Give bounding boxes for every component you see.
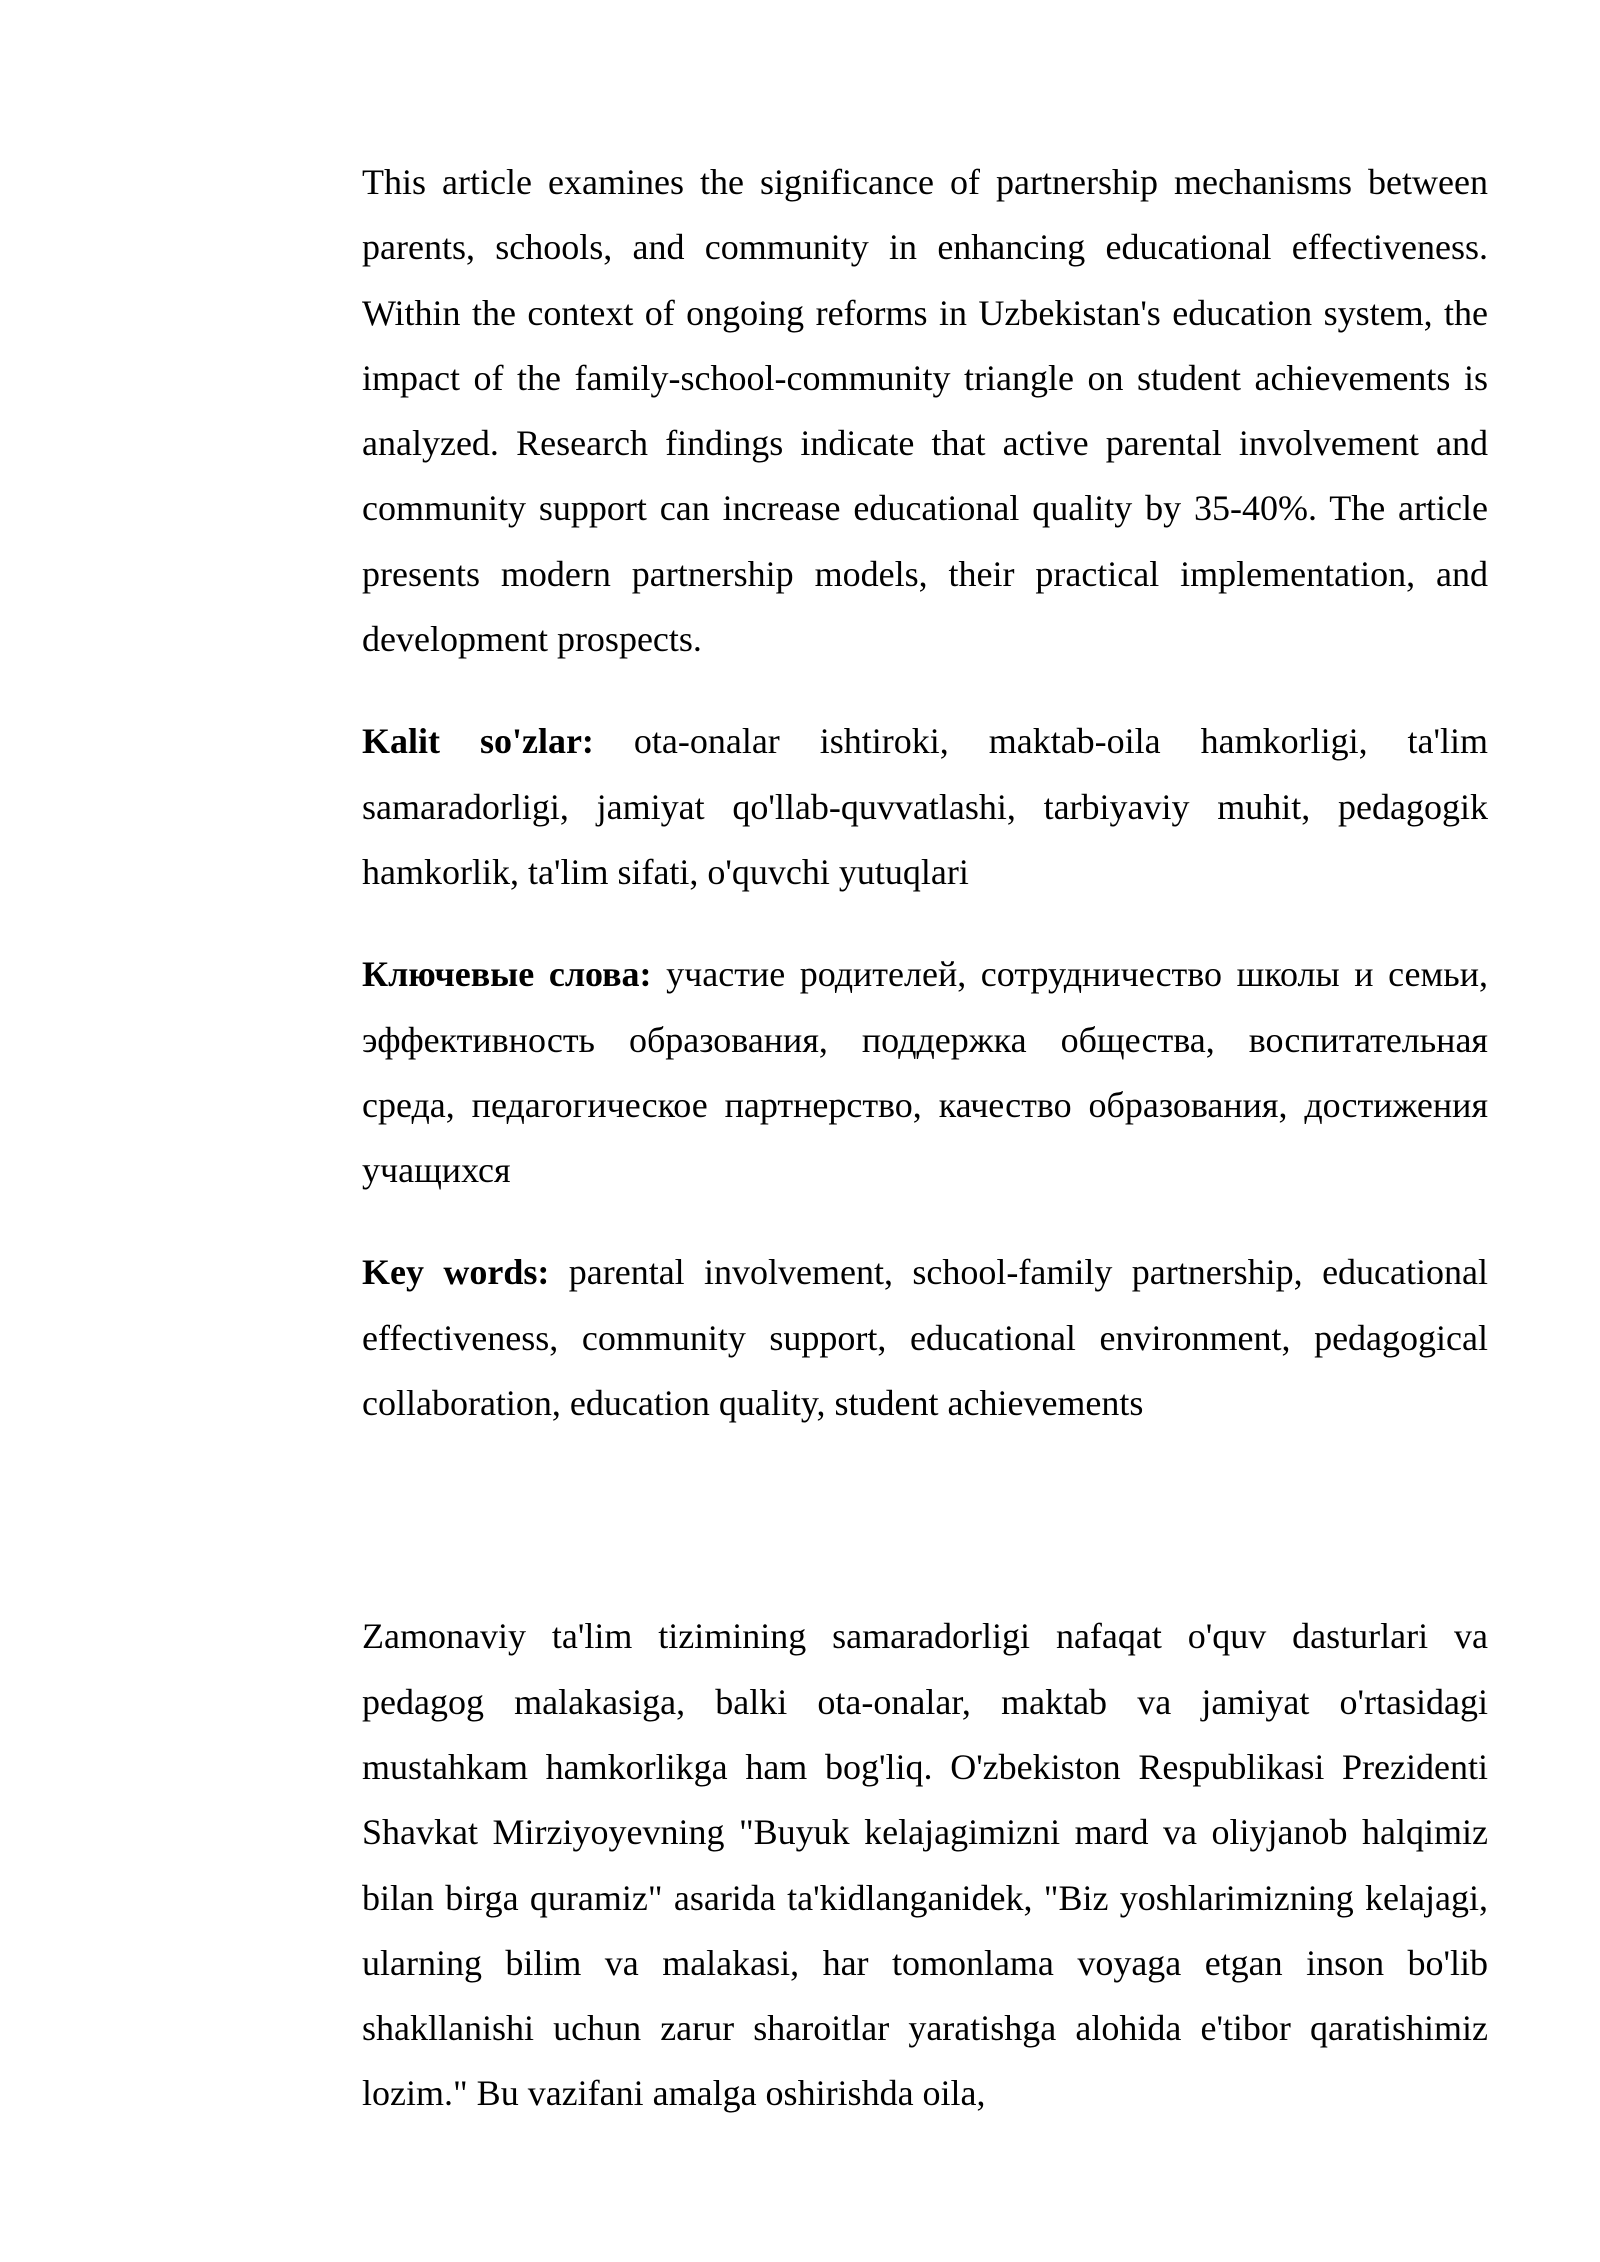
keywords-uzbek-label: Kalit so'zlar:: [362, 721, 594, 762]
page-content: [362, 150, 1488, 2127]
keywords-russian: [362, 942, 1488, 1203]
keywords-uzbek: [362, 709, 1488, 905]
keywords-russian-text: участие родителей, сотрудничество школы и семьи, эффективность образования, поддержка общества, воспитательная среда, педагогическое партнерство, качество образования, достижения учащихся: [362, 954, 1488, 1191]
keywords-uzbek-text: ota-onalar ishtiroki, maktab-oila hamkorligi, ta'lim samaradorligi, jamiyat qo'llab-quvvatlashi, tarbiyaviy muhit, pedagogik hamkorlik, ta'lim sifati, o'quvchi yutuqlari: [362, 721, 1489, 892]
body-paragraph: Zamonaviy ta'lim tizimining samaradorligi nafaqat o'quv dasturlari va pedagog malakasiga, balki ota-onalar, maktab va jamiyat o'rtasidagi mustahkam hamkorlikga ham bog'liq. O'zbekiston Respublikasi Prezidenti Shavkat Mirziyoyevning "Buyuk kelajagimizni mard va oliyjanob halqimiz bilan birga quramiz" asarida ta'kidlanganidek, "Biz yoshlarimizning kelajagi, ularning bilim va malakasi, har tomonlama voyaga etgan inson bo'lib shakllanishi uchun zarur sharoitlar yaratishga alohida e'tibor qaratishimiz lozim." Bu vazifani amalga oshirishda oila,: [362, 1616, 1488, 2114]
keywords-english-text: parental involvement, school-family partnership, educational effectiveness, community support, educational environment, pedagogical collaboration, education quality, student achievements: [362, 1252, 1488, 1424]
keywords-english: [362, 1240, 1488, 1436]
keywords-english-label: Key words:: [362, 1252, 550, 1293]
keywords-russian-label: Ключевые слова:: [362, 954, 652, 995]
abstract-paragraph: This article examines the significance of partnership mechanisms between parents, schools, and community in enhancing educational effectiveness. Within the context of ongoing reforms in Uzbekistan's education system, the impact of the family-school-community triangle on student achievements is analyzed. Research findings indicate that active parental involvement and community support can increase educational quality by 35-40%. The article presents modern partnership models, their practical implementation, and development prospects.: [362, 162, 1488, 660]
